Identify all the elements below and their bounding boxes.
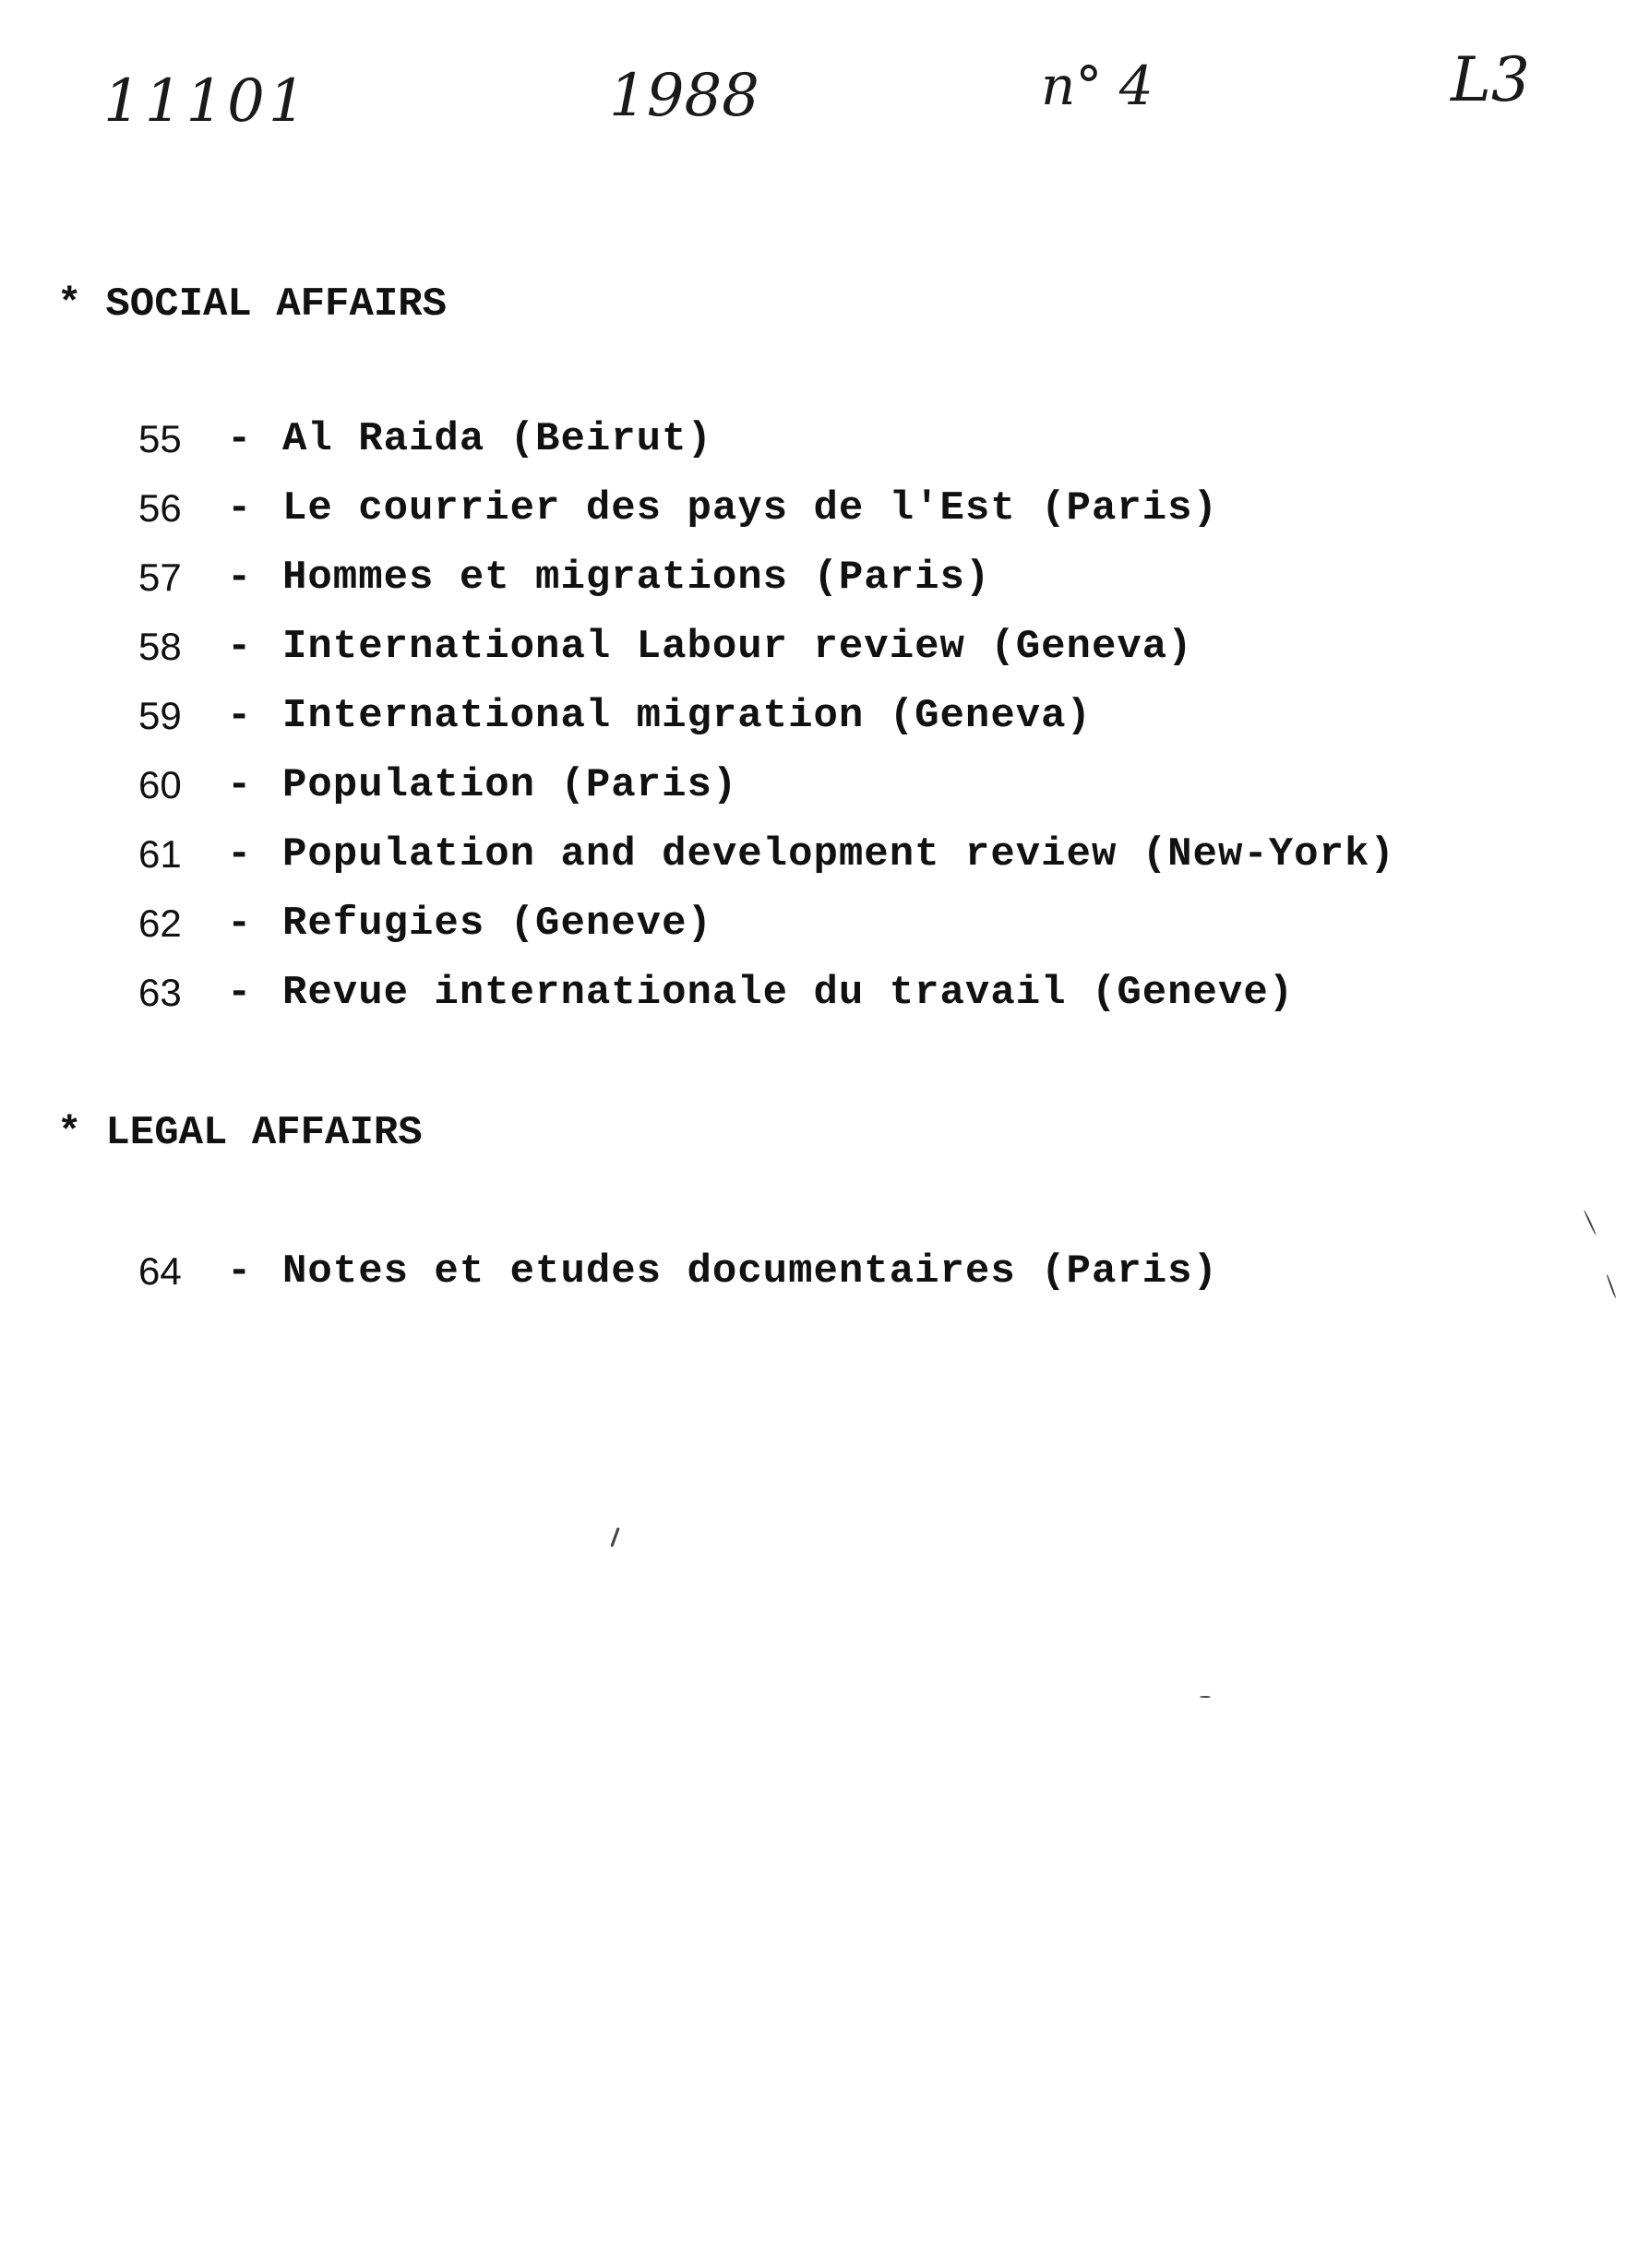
- bullet-star: *: [57, 281, 82, 328]
- entry-number: 56: [138, 486, 182, 530]
- list-item: [138, 965, 1294, 1021]
- list-item: [138, 1244, 1218, 1299]
- section-title: SOCIAL AFFAIRS: [105, 281, 448, 328]
- entry-number: 59: [138, 694, 182, 737]
- entry-title: Notes et etudes documentaires (Paris): [282, 1248, 1218, 1295]
- entry-title: Al Raida (Beirut): [282, 416, 712, 462]
- section-heading-social-affairs: [57, 281, 448, 328]
- entry-dash: -: [227, 693, 252, 739]
- entry-title: Hommes et migrations (Paris): [282, 555, 991, 601]
- entry-number: 60: [138, 763, 182, 806]
- list-item: [138, 896, 712, 951]
- entry-dash: -: [227, 416, 252, 462]
- scan-speck: [1584, 1210, 1596, 1235]
- entry-dash: -: [227, 831, 252, 877]
- handwritten-reference: 11101: [103, 67, 310, 136]
- entry-title: Population and development review (New-York): [282, 831, 1395, 877]
- entry-dash: -: [227, 1248, 252, 1295]
- handwritten-issue-number: n° 4: [1041, 54, 1154, 117]
- entry-title: International migration (Geneva): [282, 693, 1092, 739]
- entry-number: 64: [138, 1249, 182, 1293]
- entry-number: 63: [138, 971, 182, 1014]
- entry-dash: -: [227, 555, 252, 601]
- entry-dash: -: [227, 624, 252, 670]
- entry-title: Refugies (Geneve): [282, 901, 712, 947]
- entry-number: 58: [138, 625, 182, 668]
- entry-title: Le courrier des pays de l'Est (Paris): [282, 485, 1218, 531]
- entry-title: Revue internationale du travail (Geneve): [282, 970, 1295, 1016]
- entry-dash: -: [227, 970, 252, 1016]
- list-item: [138, 550, 990, 605]
- handwritten-page-code: L3: [1451, 44, 1530, 115]
- entry-dash: -: [227, 762, 252, 808]
- list-item: [138, 758, 737, 813]
- list-item: [138, 827, 1395, 882]
- list-item: [138, 481, 1218, 536]
- scan-speck: [1200, 1696, 1211, 1698]
- scan-speck: [1606, 1274, 1616, 1299]
- bullet-star: *: [57, 1110, 82, 1156]
- entry-number: 61: [138, 832, 182, 876]
- list-item: [138, 619, 1193, 674]
- section-heading-legal-affairs: [57, 1110, 423, 1156]
- entry-number: 55: [138, 417, 182, 460]
- list-item: [138, 412, 712, 467]
- entry-dash: -: [227, 485, 252, 531]
- entry-title: International Labour review (Geneva): [282, 624, 1193, 670]
- scan-speck: [610, 1527, 619, 1547]
- entry-title: Population (Paris): [282, 762, 738, 808]
- handwritten-year: 1988: [609, 62, 759, 130]
- entry-dash: -: [227, 901, 252, 947]
- section-title: LEGAL AFFAIRS: [105, 1110, 423, 1156]
- entry-number: 62: [138, 901, 182, 945]
- list-item: [138, 688, 1092, 744]
- entry-number: 57: [138, 555, 182, 599]
